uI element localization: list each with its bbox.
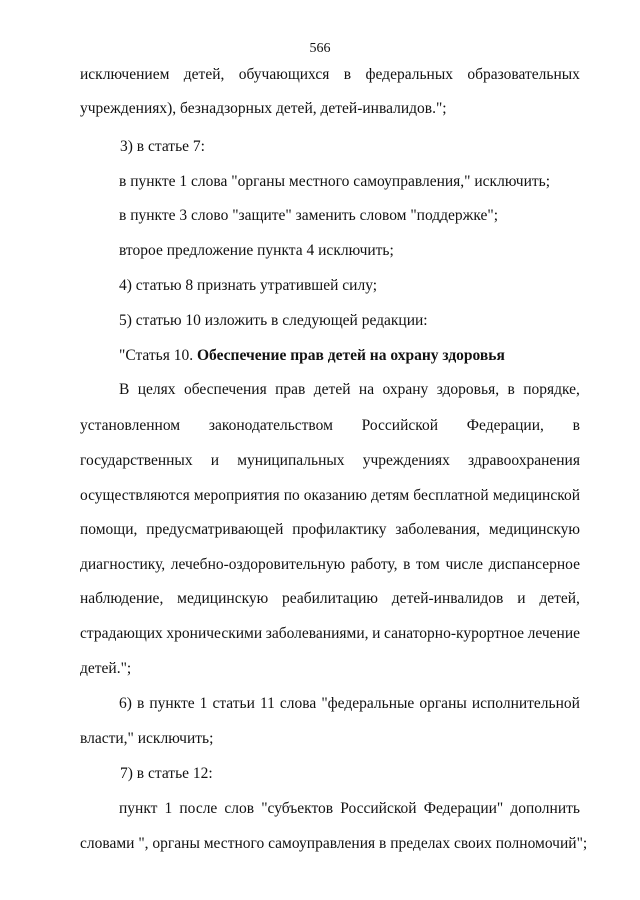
word: диагностику, [80,556,166,573]
word: "субъектов [261,800,334,817]
word: на [358,381,375,398]
word: Федерации" [423,800,504,817]
word: детей [313,381,351,398]
text-line-13 [80,487,580,505]
word: образовательных [467,66,580,83]
word: детей, [183,66,225,83]
word: исключением [80,66,170,83]
word: в [572,417,580,434]
word: работу, [350,556,398,573]
word: федеральных [365,66,453,83]
word: лечение [527,625,580,642]
article-heading-prefix: "Статья 10. [119,347,197,364]
word: заболевания, [395,521,481,538]
text-line-20: власти," исключить; [80,730,214,747]
word: мероприятия [193,487,280,504]
text-line-8: 5) статью 10 изложить в следующей редакции: [119,312,428,329]
text-line-16 [80,590,580,608]
word: предусматривающей [146,521,284,538]
word: обеспечения [183,381,267,398]
word: 11 [259,695,275,712]
word: 1 [199,695,208,712]
text-line-6: второе предложение пункта 4 исключить; [119,242,394,259]
word: охрану [382,381,429,398]
word: пункт [119,800,158,817]
word: медицинскую [488,521,580,538]
article-heading-title: Обеспечение прав детей на охрану здоровья [197,347,505,364]
word: пункте [149,695,195,712]
word: помощи, [80,521,138,538]
word: дополнить [510,800,580,817]
text-line-2: учреждениях), безнадзорных детей, детей-инвалидов."; [80,100,447,117]
word: том [416,556,440,573]
word: и [372,625,381,642]
word: детей, [539,590,580,607]
word: Российской [361,417,439,434]
word: целях [137,381,176,398]
word: государственных [80,452,193,469]
text-line-15 [80,556,580,574]
word: медицинскую [177,590,269,607]
word: диспансерное [488,556,580,573]
article-heading [119,347,505,365]
word: страдающих [80,625,163,642]
text-line-22 [119,800,580,818]
word: заболеваниями, [265,625,369,642]
word: прав [275,381,306,398]
word: медицинской [492,487,580,504]
word: учреждениях [362,452,450,469]
word: 1 [164,800,173,817]
text-line-5: в пункте 3 слово "защите" заменить словом "поддержке"; [119,207,499,224]
text-line-10 [119,381,580,399]
word: по [283,487,300,504]
word: органы [419,695,467,712]
word: в [507,381,515,398]
text-line-4: в пункте 1 слова "органы местного самоуправления," исключить; [119,173,551,190]
text-line-17 [80,625,580,643]
text-line-12 [80,452,580,470]
word: В [119,381,130,398]
word: детей-инвалидов [391,590,504,607]
word: здоровья, [436,381,500,398]
word: здравоохранения [468,452,580,469]
word: наблюдение, [80,590,164,607]
text-line-21: 7) в статье 12: [120,765,213,782]
word: слов [224,800,255,817]
word: реабилитацию [282,590,378,607]
word: детям [370,487,410,504]
word: порядке, [523,381,580,398]
word: лечебно-оздоровительную [170,556,346,573]
text-line-18: детей."; [80,660,132,677]
word: хроническими [166,625,263,642]
text-line-1 [80,66,580,84]
word: установленном [80,417,181,434]
word: в [343,66,352,83]
word: обучающихся [238,66,330,83]
text-line-23: словами ", органы местного самоуправления в пределах своих полномочий"; [80,835,588,852]
word: и [517,590,526,607]
text-line-3: 3) в статье 7: [120,138,205,155]
word: в [403,556,411,573]
word: слова [279,695,317,712]
word: оказанию [303,487,367,504]
text-line-11 [80,417,580,435]
word: законодательством [208,417,333,434]
word: числе [445,556,484,573]
word: Российской [340,800,417,817]
text-line-19 [119,695,580,713]
text-line-7: 4) статью 8 признать утратившей силу; [119,277,378,294]
word: Федерации, [466,417,544,434]
word: муниципальных [237,452,345,469]
word: после [179,800,218,817]
text-line-14 [80,521,580,539]
page-number: 566 [309,41,331,56]
word: статьи [212,695,255,712]
word: "федеральные [321,695,415,712]
word: 6) [119,695,132,712]
word: профилактику [292,521,387,538]
word: бесплатной [413,487,489,504]
word: санаторно-курортное [384,625,525,642]
word: исполнительной [471,695,580,712]
word: и [210,452,220,469]
word: осуществляются [80,487,190,504]
word: в [136,695,145,712]
